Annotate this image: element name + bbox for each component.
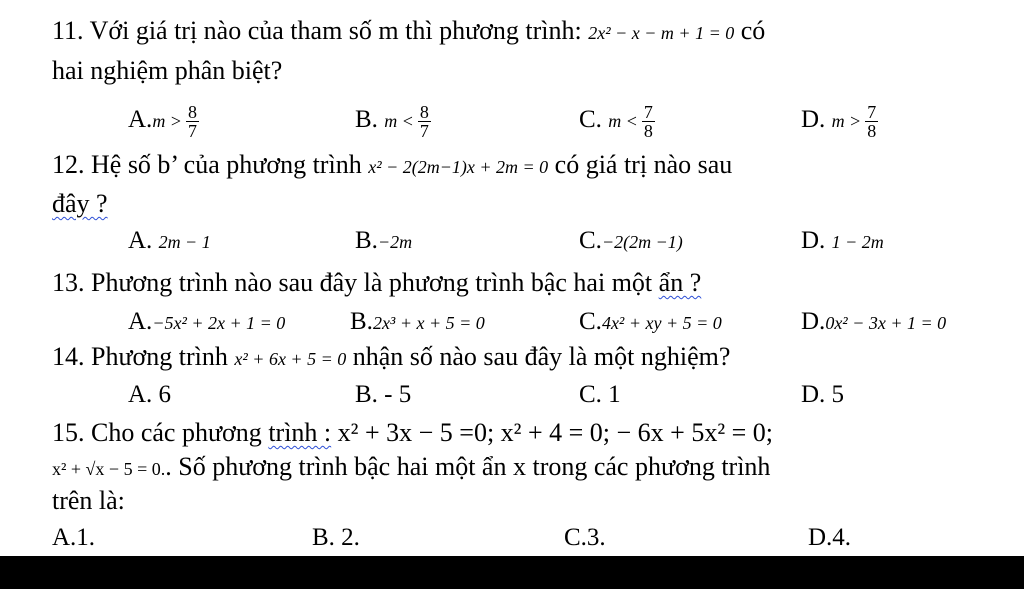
q12-equation: x² − 2(2m−1)x + 2m = 0 — [368, 157, 549, 177]
q12-option-a[interactable] — [128, 226, 211, 257]
q13-text-squig: ẩn ? — [658, 268, 702, 297]
q15-equation-sqrt: x² + √x − 5 = 0. — [52, 459, 166, 479]
q12-option-b[interactable] — [355, 226, 412, 257]
fraction: $\frac{7}{8}$ — [867, 102, 877, 141]
q12-line1 — [52, 150, 732, 182]
option-inequality: m < — [608, 111, 638, 132]
q12-text: 12. Hệ số b’ của phương trình — [52, 150, 369, 179]
option-value: 2x³ + x + 5 = 0 — [372, 313, 485, 333]
option-label: C. — [579, 106, 602, 134]
option-value: 1 − 2m — [831, 232, 884, 252]
q12-text-after: có giá trị nào sau — [548, 150, 733, 179]
q13-option-a[interactable] — [128, 307, 285, 338]
q11-text-after: có — [734, 16, 766, 45]
option-label: A. — [128, 106, 153, 134]
q14-option-a[interactable]: A. 6 — [128, 381, 172, 408]
q12-option-c[interactable] — [579, 226, 683, 257]
q11-equation: 2x² − x − m + 1 = 0 — [588, 23, 735, 43]
q15-option-c[interactable]: C.3. — [564, 524, 606, 551]
q14-option-c[interactable]: C. 1 — [579, 381, 621, 408]
q13-option-b[interactable] — [350, 307, 485, 338]
q11-option-a[interactable] — [128, 103, 199, 140]
q15-line3: trên là: — [52, 486, 125, 515]
q15-option-a[interactable]: A.1. — [52, 524, 96, 551]
fraction: $\frac{8}{7}$ — [419, 102, 429, 141]
q14-text-after: nhận số nào sau đây là một nghiệm? — [346, 342, 731, 371]
option-value: −5x² + 2x + 1 = 0 — [152, 313, 286, 333]
q12-line2: đây ? — [52, 189, 108, 218]
q11-option-c[interactable] — [579, 103, 655, 140]
q13-option-c[interactable] — [579, 307, 722, 338]
option-label: D. — [801, 106, 826, 134]
q14-option-b[interactable]: B. - 5 — [355, 381, 412, 408]
option-label: A. — [128, 227, 159, 254]
option-label: D. — [801, 227, 832, 254]
q15-option-d[interactable]: D.4. — [808, 524, 852, 551]
option-label: A. — [128, 308, 153, 335]
q11-line1 — [52, 16, 765, 48]
q13-text: 13. Phương trình nào sau đây là phương trình bậc hai một — [52, 268, 659, 297]
option-label: B. — [355, 227, 378, 254]
q11-option-d[interactable] — [801, 103, 878, 140]
q15-line2-text: . Số phương trình bậc hai một ẩn x trong các phương trình — [165, 452, 771, 481]
q15-equations: x² + 3x − 5 =0; x² + 4 = 0; − 6x + 5x² = 0; — [331, 418, 774, 447]
q14-line1 — [52, 342, 730, 374]
q12-option-d[interactable] — [801, 226, 884, 257]
option-value: −2(2m −1) — [601, 232, 683, 252]
q15-line2 — [52, 452, 770, 484]
option-label: B. — [355, 106, 378, 134]
option-inequality: m < — [384, 111, 414, 132]
option-label: C. — [579, 308, 602, 335]
option-value: 0x² − 3x + 1 = 0 — [825, 313, 947, 333]
q13-option-d[interactable] — [801, 307, 946, 338]
option-inequality: m > — [152, 111, 182, 132]
q14-text: 14. Phương trình — [52, 342, 235, 371]
option-inequality: m > — [831, 111, 862, 132]
q13-line1 — [52, 268, 701, 298]
option-label: C. — [579, 227, 602, 254]
q15-option-b[interactable]: B. 2. — [312, 524, 360, 551]
q11-option-b[interactable] — [355, 103, 431, 140]
option-label: D. — [801, 308, 826, 335]
q15-text-squig: trình : — [268, 418, 332, 447]
option-value: 2m − 1 — [158, 232, 211, 252]
q11-text: 11. Với giá trị nào của tham số m thì phương trình: — [52, 16, 589, 45]
option-value: −2m — [377, 232, 413, 252]
q11-line2: hai nghiệm phân biệt? — [52, 56, 283, 85]
q15-text: 15. Cho các phương — [52, 418, 269, 447]
q14-equation: x² + 6x + 5 = 0 — [234, 349, 347, 369]
fraction: $\frac{8}{7}$ — [187, 102, 197, 141]
q14-option-d[interactable]: D. 5 — [801, 381, 845, 408]
q15-line1 — [52, 418, 773, 448]
fraction: $\frac{7}{8}$ — [643, 102, 653, 141]
option-label: B. — [350, 308, 373, 335]
option-value: 4x² + xy + 5 = 0 — [601, 313, 722, 333]
